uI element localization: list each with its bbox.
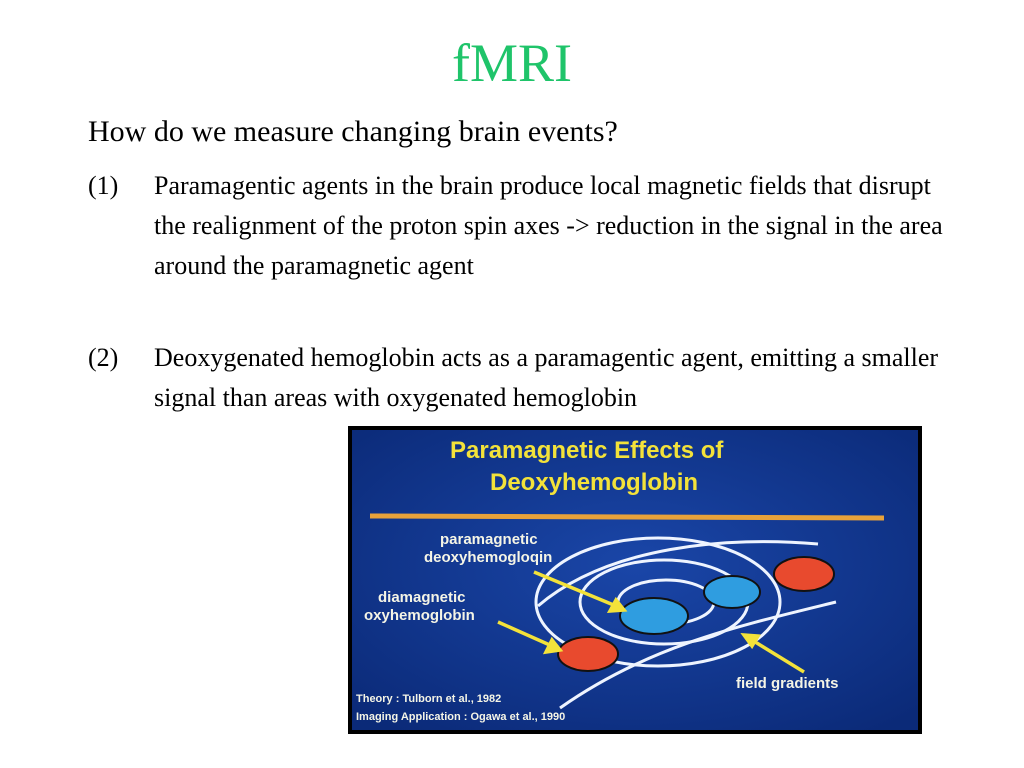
item-number-1: (1) [88,171,119,200]
label-paramagnetic-line2: deoxyhemogloqin [424,549,553,566]
credit-theory: Theory : Tulborn et al., 1982 [356,693,502,705]
credit-imaging: Imaging Application : Ogawa et al., 1990 [356,711,566,723]
item-number-2: (2) [88,343,119,372]
oxy-blob-1 [774,557,834,591]
deoxy-blob-1 [620,598,688,634]
deoxy-blob-2 [704,576,760,608]
question-text: How do we measure changing brain events? [88,115,618,148]
figure-title-line1: Paramagnetic Effects of [450,437,724,464]
item-text-1: Paramagentic agents in the brain produce local magnetic fields that disrupt the realignment of the proton spin axes -> reduction in the signal in the area around the paramagnetic agent [154,171,943,280]
label-diamagnetic-line1: diamagnetic [378,589,466,606]
paramagnetic-diagram-svg [348,426,922,734]
item-text-2: Deoxygenated hemoglobin acts as a paramagentic agent, emitting a smaller signal than areas with oxygenated hemoglobin [154,343,939,412]
label-field-gradients: field gradients [736,675,839,692]
label-diamagnetic-line2: oxyhemoglobin [364,607,475,624]
figure-title-line2: Deoxyhemoglobin [490,469,699,496]
oxy-blob-2 [558,637,618,671]
slide-title: fMRI [452,33,572,93]
label-paramagnetic-line1: paramagnetic [440,531,538,548]
paramagnetic-diagram [348,426,922,734]
title-underline [370,516,884,518]
